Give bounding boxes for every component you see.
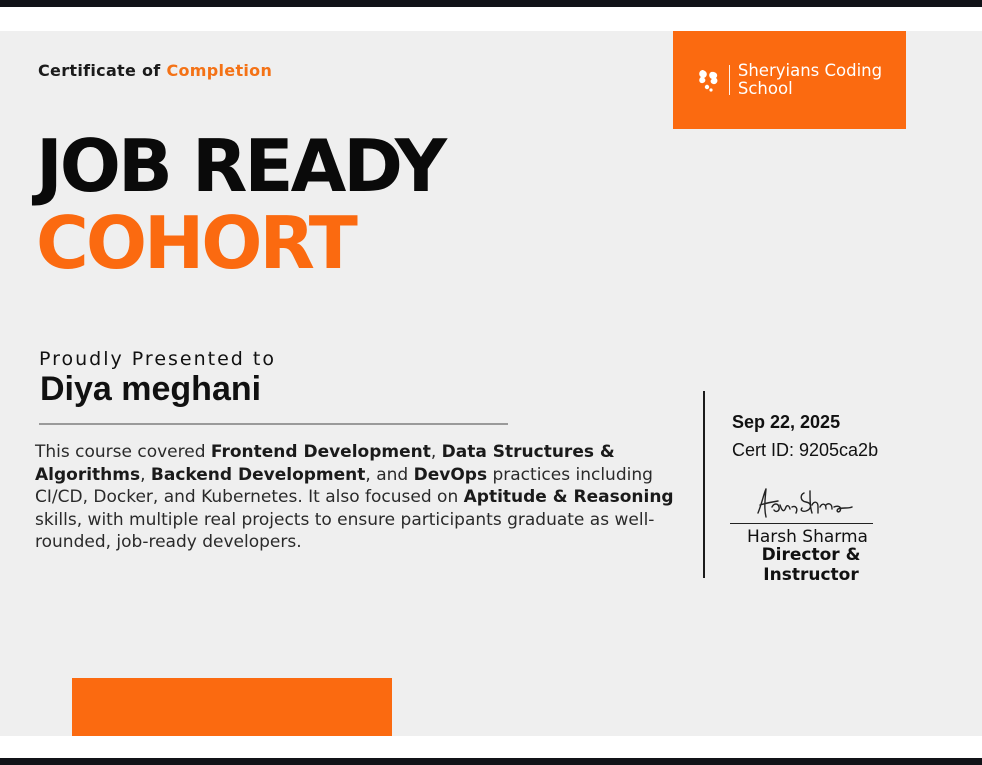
- course-description: [35, 441, 680, 554]
- recipient-name: Diya meghani: [40, 370, 262, 408]
- signature-line: [730, 523, 873, 524]
- name-underline: [39, 423, 508, 425]
- description-bold-aptitude: Aptitude & Reasoning: [463, 487, 674, 507]
- description-text-4: , and: [365, 464, 414, 485]
- heading-accent: Completion: [166, 61, 273, 80]
- description-text-2: ,: [430, 442, 442, 462]
- certificate: [0, 31, 982, 736]
- description-bold-dsa: Data Structures & Algorithms: [35, 442, 615, 485]
- description-bold-backend: Backend Development: [150, 464, 366, 485]
- certificate-id: Cert ID: 9205ca2b: [732, 440, 879, 460]
- top-border: [0, 0, 982, 7]
- logo-text-line1: Sheryians Coding: [737, 61, 883, 80]
- logo-text: [738, 62, 882, 98]
- description-text-1: This course covered: [35, 442, 211, 462]
- certificate-heading: [38, 61, 272, 80]
- signer-name: Harsh Sharma: [747, 527, 868, 547]
- signature-image: [752, 483, 856, 523]
- logo-text-line2: School: [737, 79, 793, 98]
- sheryians-logo-icon: [697, 66, 721, 94]
- description-bold-devops: DevOps: [413, 464, 488, 485]
- description-bold-frontend: Frontend Development: [210, 442, 431, 462]
- decorative-orange-block: [72, 678, 392, 736]
- bottom-border: [0, 758, 982, 765]
- issue-date: Sep 22, 2025: [732, 412, 841, 432]
- description-text-5: practices including CI/CD, Docker, and Kubernetes. It also focused on: [35, 464, 653, 507]
- description-text-6: skills, with multiple real projects to ensure participants graduate as well-rounded, job-ready developers.: [35, 509, 655, 552]
- signer-title: Director & Instructor: [761, 545, 861, 585]
- cohort-title-line1: JOB READY: [36, 124, 444, 208]
- description-text-3: ,: [140, 464, 151, 485]
- cohort-title-line2: COHORT: [36, 201, 355, 285]
- school-logo: [673, 31, 906, 129]
- heading-prefix: Certificate of: [38, 61, 161, 80]
- vertical-divider: [703, 391, 705, 578]
- presented-label: Proudly Presented to: [39, 348, 276, 370]
- logo-divider: [729, 65, 730, 95]
